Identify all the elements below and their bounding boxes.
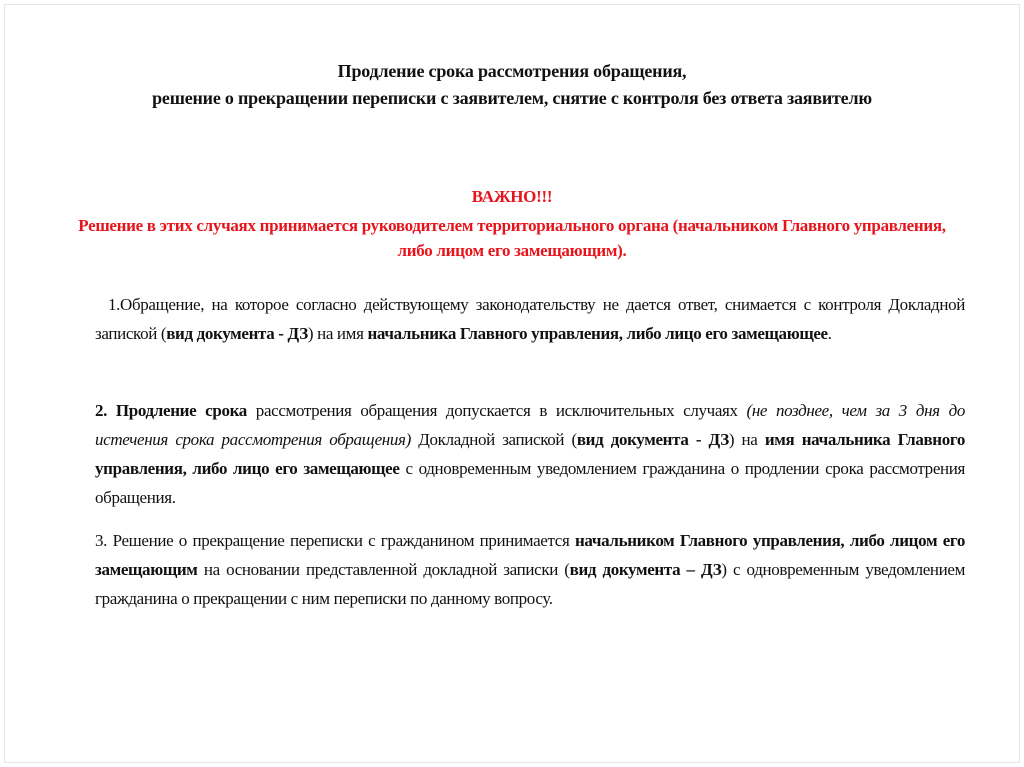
important-text: Решение в этих случаях принимается руководителем территориального органа (начальником Главного управления, либо лицом его замещающим). bbox=[78, 216, 946, 260]
text-segment: 3. Решение о прекращение переписки с гражданином принимается bbox=[95, 531, 575, 550]
text-segment: ) на bbox=[728, 430, 765, 449]
text-segment: на основании представленной докладной записки ( bbox=[197, 560, 570, 579]
bold-segment: начальником Главного управления, либо лицом его замещающим bbox=[95, 531, 965, 579]
bold-segment: вид документа – ДЗ bbox=[569, 560, 722, 579]
important-header: ВАЖНО!!! bbox=[471, 187, 553, 206]
text-segment: ) на имя bbox=[307, 324, 368, 343]
paragraph-2 bbox=[95, 396, 965, 512]
bold-segment: 2. Продление срока bbox=[95, 401, 247, 420]
bold-segment: вид документа - ДЗ bbox=[576, 430, 729, 449]
slide-title bbox=[80, 58, 944, 112]
important-notice bbox=[70, 184, 954, 263]
title-line-2: решение о прекращении переписки с заявителем, снятие с контроля без ответа заявителю bbox=[152, 88, 872, 108]
text-segment: Докладной запиской ( bbox=[410, 430, 577, 449]
bold-segment: имя начальника Главного управления, либо лицо его замещающее bbox=[95, 430, 965, 478]
slide-frame bbox=[4, 4, 1020, 763]
paragraph-3 bbox=[95, 526, 965, 613]
text-segment: рассмотрения обращения допускается в исключительных случаях bbox=[246, 401, 747, 420]
bold-segment: начальника Главного управления, либо лицо его замещающее bbox=[367, 324, 828, 343]
text-segment: ) с одновременным уведомлением гражданина о прекращении с ним переписки по данному вопросу. bbox=[95, 560, 965, 608]
title-line-1: Продление срока рассмотрения обращения, bbox=[337, 61, 687, 81]
text-segment: с одновременным уведомлением гражданина о продлении срока рассмотрения обращения. bbox=[95, 459, 965, 507]
paragraph-1 bbox=[95, 290, 965, 348]
text-segment: 1.Обращение, на которое согласно действующему законодательству не дается ответ, снимается с контроля Докладной запиской ( bbox=[95, 295, 965, 343]
bold-segment: вид документа - ДЗ bbox=[166, 324, 308, 343]
italic-segment: (не позднее, чем за 3 дня до истечения срока рассмотрения обращения) bbox=[95, 401, 965, 449]
text-segment: . bbox=[827, 324, 832, 343]
